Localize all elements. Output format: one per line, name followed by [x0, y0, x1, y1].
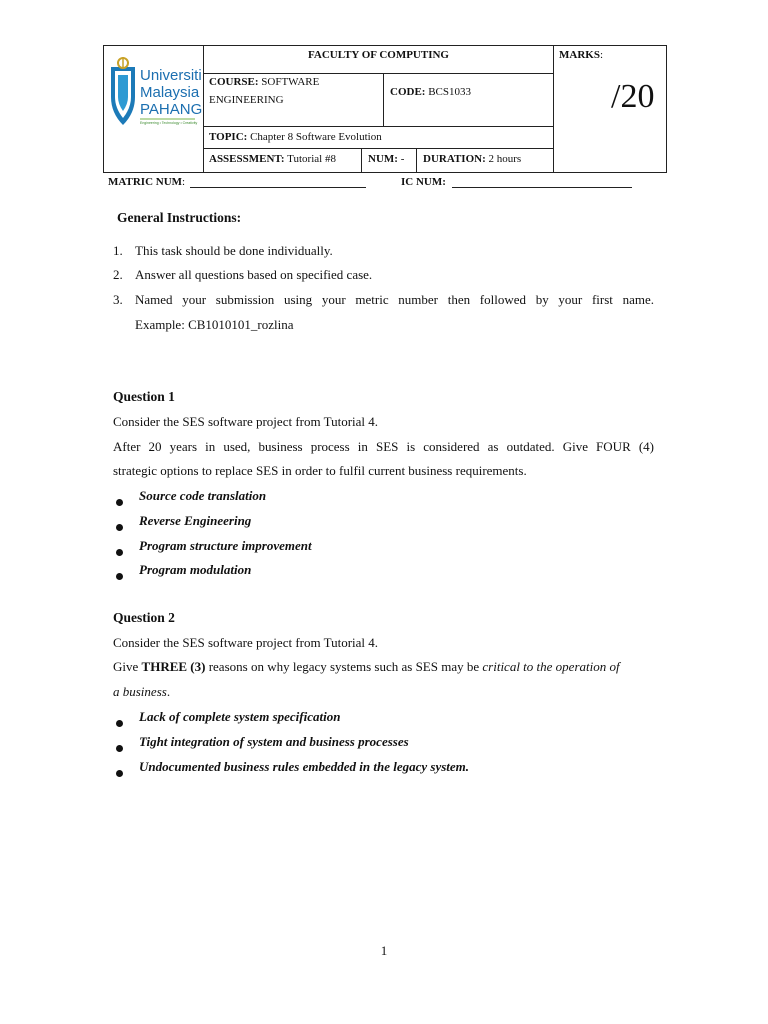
duration-field: DURATION: 2 hours — [423, 153, 522, 165]
question-2-line: a business. — [113, 684, 171, 699]
instructions-title: General Instructions: — [117, 210, 242, 225]
bullet-icon — [116, 567, 123, 585]
question-2-answer: Tight integration of system and business processes — [139, 734, 409, 749]
question-1-line: strategic options to replace SES in order to fulfil current business requirements. — [113, 463, 527, 478]
question-2-title: Question 2 — [113, 610, 175, 625]
ump-logo-icon — [103, 45, 204, 173]
instruction-number: 3. — [113, 292, 123, 307]
instruction-text: This task should be done individually. — [135, 243, 333, 258]
course-field: COURSE: SOFTWARE ENGINEERING — [209, 76, 320, 106]
divider — [203, 148, 554, 149]
instruction-example: Example: CB1010101_rozlina — [135, 317, 294, 332]
matric-num-field: MATRIC NUM: — [108, 176, 186, 188]
divider — [361, 148, 362, 173]
question-1-answer: Program structure improvement — [139, 538, 312, 553]
question-1-answer: Source code translation — [139, 488, 267, 503]
instruction-number: 2. — [113, 267, 123, 282]
marks-label: MARKS: — [559, 49, 604, 61]
ic-num-field: IC NUM: — [401, 176, 446, 188]
divider — [383, 73, 384, 127]
instruction-text: Answer all questions based on specified case. — [135, 267, 373, 282]
faculty-title: FACULTY OF COMPUTING — [308, 49, 449, 61]
bullet-icon — [116, 714, 123, 732]
question-2-answer: Undocumented business rules embedded in the legacy system. — [139, 759, 470, 774]
marks-value: /20 — [611, 78, 655, 115]
divider — [203, 126, 554, 127]
ic-num-line[interactable] — [452, 187, 632, 188]
topic-field: TOPIC: Chapter 8 Software Evolution — [209, 131, 382, 143]
num-field: NUM: - — [368, 153, 405, 165]
bullet-icon — [116, 764, 123, 782]
logo-text-2: Malaysia — [140, 84, 200, 101]
bullet-icon — [116, 543, 123, 561]
instruction-text: Named your submission using your metric number then followed by your first name. — [135, 292, 654, 307]
bullet-icon — [116, 493, 123, 511]
svg-text:Engineering • Technology • Cre: Engineering • Technology • Creativity — [140, 121, 198, 125]
page-number: 1 — [380, 943, 388, 958]
bullet-icon — [116, 518, 123, 536]
question-1-answer: Reverse Engineering — [139, 513, 252, 528]
bullet-icon — [116, 739, 123, 757]
question-2-line: Consider the SES software project from Tutorial 4. — [113, 635, 379, 650]
divider — [553, 45, 554, 173]
question-1-title: Question 1 — [113, 389, 175, 404]
header-table — [103, 45, 667, 173]
divider — [416, 148, 417, 173]
code-field: CODE: BCS1033 — [390, 86, 471, 98]
instruction-number: 1. — [113, 243, 123, 258]
logo-text-3: PAHANG — [140, 101, 203, 118]
matric-num-line[interactable] — [190, 187, 366, 188]
university-logo — [103, 45, 204, 173]
question-2-line: Give THREE (3) reasons on why legacy systems such as SES may be critical to the operation of — [113, 659, 620, 674]
question-1-line: After 20 years in used, business process in SES is considered as outdated. Give FOUR (4) — [113, 439, 654, 454]
question-1-line: Consider the SES software project from Tutorial 4. — [113, 414, 379, 429]
assessment-field: ASSESSMENT: Tutorial #8 — [209, 153, 336, 165]
question-1-answer: Program modulation — [139, 562, 252, 577]
logo-text-1: Universiti — [140, 67, 202, 84]
question-2-answer: Lack of complete system specification — [139, 709, 341, 724]
